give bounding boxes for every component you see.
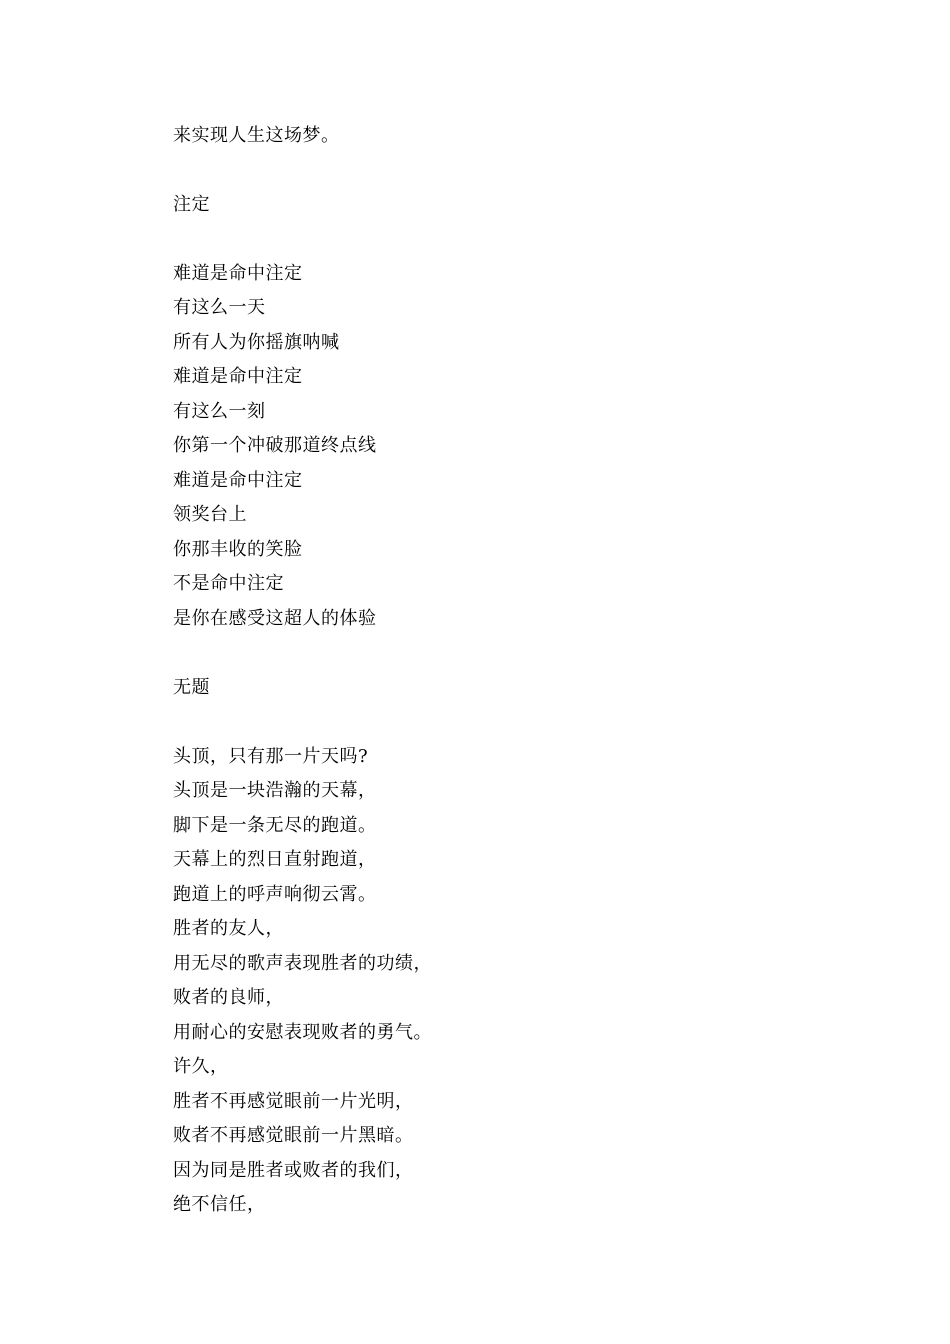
- poem-line: 胜者的友人，: [173, 918, 284, 939]
- poem-line: 许久，: [173, 1056, 229, 1077]
- poem-line: 绝不信任，: [173, 1194, 266, 1215]
- poem-line: 难道是命中注定: [173, 263, 303, 284]
- poem-line: 难道是命中注定: [173, 366, 303, 387]
- poem-line: 用无尽的歌声表现胜者的功绩，: [173, 953, 432, 974]
- poem-title: 注定: [173, 194, 210, 215]
- poem-line: 头顶，只有那一片天吗?: [173, 746, 369, 767]
- poem-line: 用耐心的安慰表现败者的勇气。: [173, 1022, 432, 1043]
- poem-line: 脚下是一条无尽的跑道。: [173, 815, 377, 836]
- poem-line: 所有人为你摇旗呐喊: [173, 332, 340, 353]
- opening-line: 来实现人生这场梦。: [173, 125, 340, 146]
- poem-line: 领奖台上: [173, 504, 247, 525]
- poem-line: 有这么一天: [173, 297, 266, 318]
- poem-line: 难道是命中注定: [173, 470, 303, 491]
- poem-line: 你第一个冲破那道终点线: [173, 435, 377, 456]
- poem-line: 因为同是胜者或败者的我们，: [173, 1160, 414, 1181]
- poem-line: 败者的良师，: [173, 987, 284, 1008]
- poem-line: 不是命中注定: [173, 573, 284, 594]
- poem-line: 头顶是一块浩瀚的天幕，: [173, 780, 377, 801]
- poem-title: 无题: [173, 677, 210, 698]
- poem-line: 跑道上的呼声响彻云霄。: [173, 884, 377, 905]
- poem-line: 胜者不再感觉眼前一片光明，: [173, 1091, 414, 1112]
- poem-line: 是你在感受这超人的体验: [173, 608, 377, 629]
- poem-line: 有这么一刻: [173, 401, 266, 422]
- poem-line: 你那丰收的笑脸: [173, 539, 303, 560]
- poem-line: 败者不再感觉眼前一片黑暗。: [173, 1125, 414, 1146]
- poem-line: 天幕上的烈日直射跑道，: [173, 849, 377, 870]
